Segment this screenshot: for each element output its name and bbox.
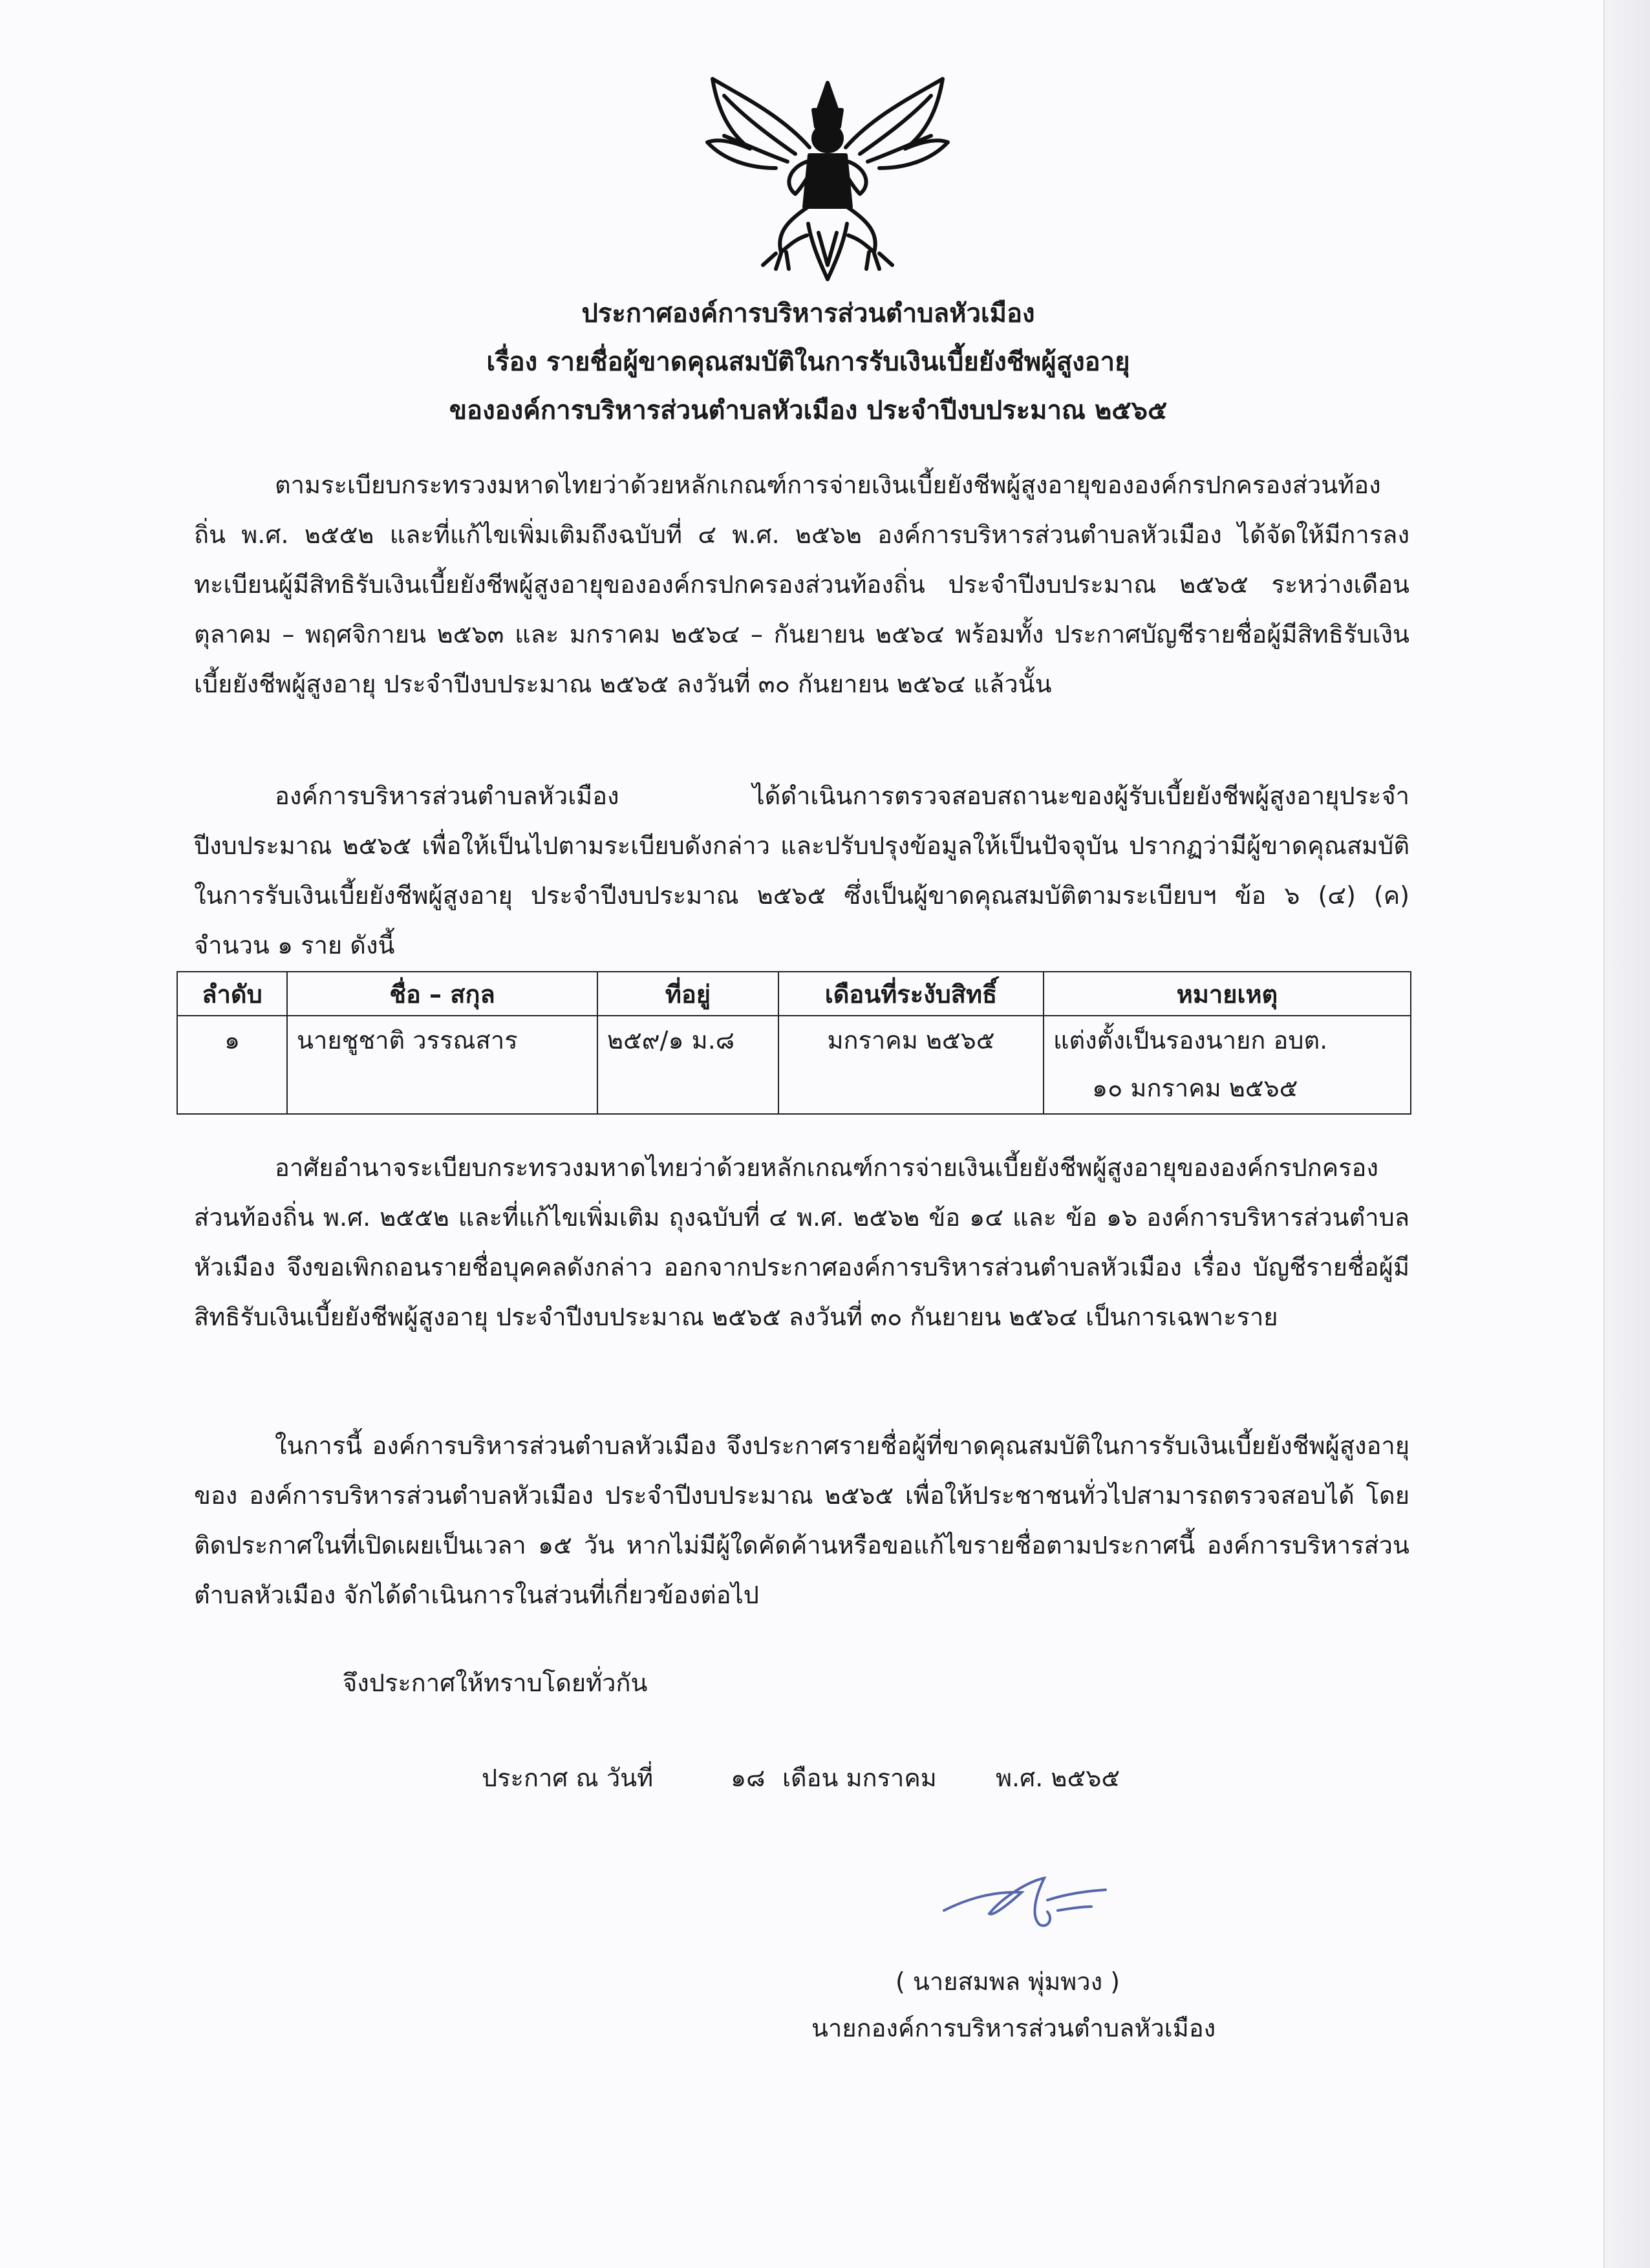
col-header-month: เดือนที่ระงับสิทธิ์	[778, 972, 1044, 1016]
announce-day: ๑๘	[731, 1764, 766, 1792]
announce-month: เดือน มกราคม	[782, 1764, 937, 1792]
paragraph-publication: ในการนี้ องค์การบริหารส่วนตำบลหัวเมือง จึงประกาศรายชื่อผู้ที่ขาดคุณสมบัติในการรับเงินเบี้ยยังชีพผู้สูงอายุของ องค์การบริหารส่วนตำบลหัวเมือง ประจำปีงบประมาณ ๒๕๖๕ เพื่อให้ประชาชนทั่วไปสามารถตรวจสอบได้ โดยติดประกาศในที่เปิดเผยเป็นเวลา ๑๕ วัน หากไม่มีผู้ใดคัดค้านหรือขอแก้ไขรายชื่อตามประกาศนี้ องค์การบริหารส่วนตำบลหัวเมือง จักได้ดำเนินการในส่วนที่เกี่ยวข้องต่อไป	[194, 1431, 1409, 1609]
cell-address: ๒๕๙/๑ ม.๘	[597, 1016, 778, 1114]
disqualified-table	[177, 971, 1411, 1115]
cell-note	[1044, 1016, 1411, 1114]
cell-name: นายชูชาติ วรรณสาร	[287, 1016, 597, 1114]
signatory-position: นายกองค์การบริหารส่วนตำบลหัวเมือง	[811, 2014, 1216, 2042]
cell-note-line1: แต่งตั้งเป็นรองนายก อบต.	[1053, 1026, 1328, 1054]
page-edge	[1603, 0, 1650, 2268]
paragraph-revocation: อาศัยอำนาจระเบียบกระทรวงมหาดไทยว่าด้วยหลักเกณฑ์การจ่ายเงินเบี้ยยังชีพผู้สูงอายุขององค์กรปกครองส่วนท้องถิ่น พ.ศ. ๒๕๕๒ และที่แก้ไขเพิ่มเติม ถุงฉบับที่ ๔ พ.ศ. ๒๕๖๒ ข้อ ๑๔ และ ข้อ ๑๖ องค์การบริหารส่วนตำบลหัวเมือง จึงขอเพิกถอนรายชื่อบุคคลดังกล่าว ออกจากประกาศองค์การบริหารส่วนตำบลหัวเมือง เรื่อง บัญชีรายชื่อผู้มีสิทธิรับเงินเบี้ยยังชีพผู้สูงอายุ ประจำปีงบประมาณ ๒๕๖๕ ลงวันที่ ๓๐ กันยายน ๒๕๖๔ เป็นการเฉพาะราย	[194, 1153, 1409, 1331]
announce-date-prefix: ประกาศ ณ วันที่	[482, 1764, 654, 1792]
col-header-note: หมายเหตุ	[1044, 972, 1411, 1016]
col-header-address: ที่อยู่	[597, 972, 778, 1016]
table-header-row	[177, 972, 1411, 1016]
cell-note-line2: ๑๐ มกราคม ๒๕๖๕	[1092, 1074, 1298, 1102]
col-header-no: ลำดับ	[177, 972, 287, 1016]
cell-month: มกราคม ๒๕๖๕	[778, 1016, 1044, 1114]
announcement-subject: เรื่อง รายชื่อผู้ขาดคุณสมบัติในการรับเงินเบี้ยยังชีพผู้สูงอายุ	[486, 347, 1130, 377]
signatory-name: ( นายสมพล พุ่มพวง )	[895, 1967, 1120, 1996]
paragraph-inspection: องค์การบริหารส่วนตำบลหัวเมือง ได้ดำเนินการตรวจสอบสถานะของผู้รับเบี้ยยังชีพผู้สูงอายุประจำปีงบประมาณ ๒๕๖๕ เพื่อให้เป็นไปตามระเบียบดังกล่าว และปรับปรุงข้อมูลให้เป็นปัจจุบัน ปรากฏว่ามีผู้ขาดคุณสมบัติในการรับเงินเบี้ยยังชีพผู้สูงอายุ ประจำปีงบประมาณ ๒๕๖๕ ซึ่งเป็นผู้ขาดคุณสมบัติตามระเบียบฯ ข้อ ๖ (๔) (ค) จำนวน ๑ ราย ดังนี้	[194, 782, 1409, 959]
announce-year: พ.ศ. ๒๕๖๕	[996, 1764, 1120, 1792]
closing-announce: จึงประกาศให้ทราบโดยทั่วกัน	[343, 1669, 648, 1697]
col-header-name: ชื่อ – สกุล	[287, 972, 597, 1016]
announcement-subtitle: ขององค์การบริหารส่วนตำบลหัวเมือง ประจำปีงบประมาณ ๒๕๖๕	[449, 396, 1168, 425]
signature-scribble	[931, 1852, 1125, 1949]
table-row	[177, 1016, 1411, 1114]
cell-no: ๑	[177, 1016, 287, 1114]
paragraph-regulation: ตามระเบียบกระทรวงมหาดไทยว่าด้วยหลักเกณฑ์การจ่ายเงินเบี้ยยังชีพผู้สูงอายุขององค์กรปกครองส่วนท้องถิ่น พ.ศ. ๒๕๕๒ และที่แก้ไขเพิ่มเติมถึงฉบับที่ ๔ พ.ศ. ๒๕๖๒ องค์การบริหารส่วนตำบลหัวเมือง ได้จัดให้มีการลงทะเบียนผู้มีสิทธิรับเงินเบี้ยยังชีพผู้สูงอายุขององค์กรปกครองส่วนท้องถิ่น ประจำปีงบประมาณ ๒๕๖๕ ระหว่างเดือนตุลาคม – พฤศจิกายน ๒๕๖๓ และ มกราคม ๒๕๖๔ – กันยายน ๒๕๖๔ พร้อมทั้ง ประกาศบัญชีรายชื่อผู้มีสิทธิรับเงินเบี้ยยังชีพผู้สูงอายุ ประจำปีงบประมาณ ๒๕๖๕ ลงวันที่ ๓๐ กันยายน ๒๕๖๔ แล้วนั้น	[194, 471, 1409, 698]
announcement-title: ประกาศองค์การบริหารส่วนตำบลหัวเมือง	[581, 299, 1035, 328]
garuda-emblem	[698, 71, 957, 291]
